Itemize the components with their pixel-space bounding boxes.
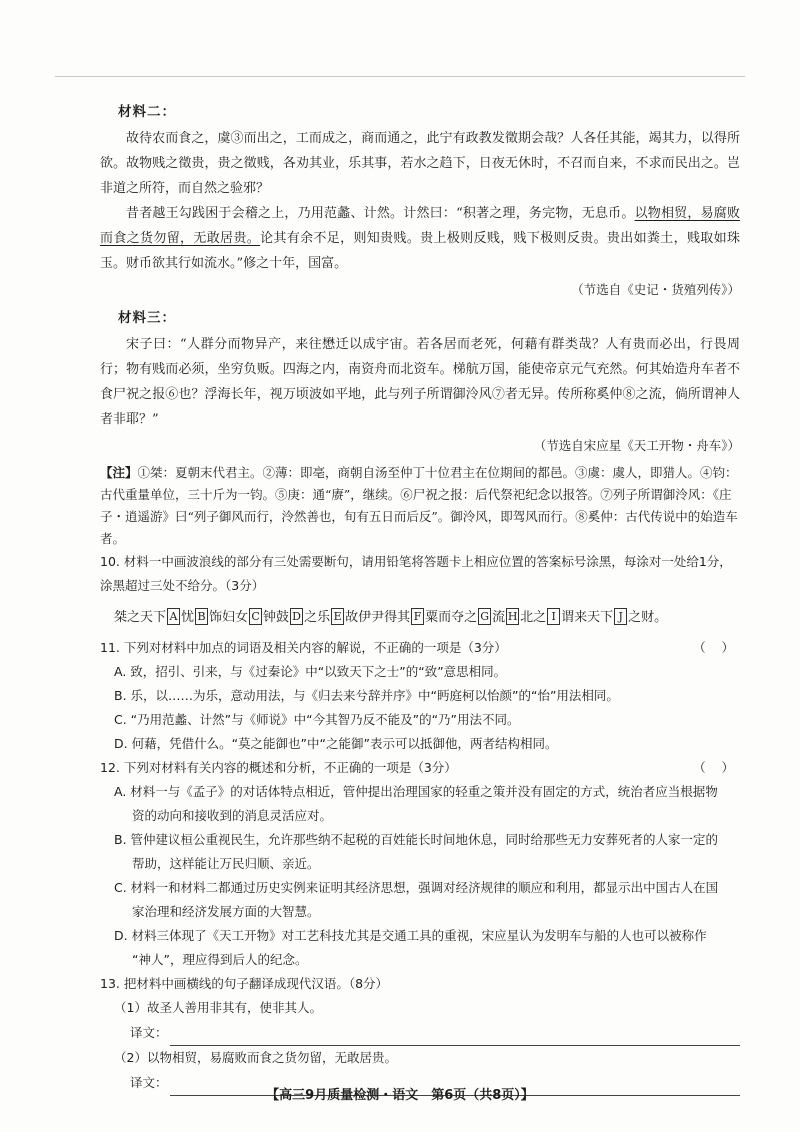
notes-text: ①桀：夏朝末代君主。②薄：即亳，商朝自汤至仲丁十位君主在位期间的都邑。③虞：虞人，即猎人。④钧：古代重量单位，三十斤为一钧。⑤庚：通“赓”，继续。⑥尸祝之报：后代祭祀纪念以报答。⑦列子所谓御泠风：《庄子・逍遥游》曰“列子御风而行，泠然善也，旬有五日而后反”。御泠风，即驾风而行。⑧奚仲：古代传说中的始造车者。	[100, 465, 738, 546]
q13-translation-1-label: 译文：	[130, 1025, 168, 1040]
q10-box-i: I	[547, 608, 560, 625]
q10-box-g: G	[478, 608, 491, 625]
q10-stem: 10. 材料一中画波浪线的部分有三处需要断句，请用铅笔将答题卡上相应位置的答案标号涂黑，每涂对一处给1分，涂黑超过三处不给分。（3分）	[100, 554, 732, 593]
notes	[100, 462, 740, 550]
q12-option-b: B. 管仲建议桓公重视民生，允许那些纳不起税的百姓能长时间地休息，同时给那些无力安葬死者的人家一定的	[114, 832, 719, 847]
q10-box-b: B	[195, 608, 208, 625]
material3-title: 材料三：	[118, 310, 176, 326]
q10-box-c: C	[249, 608, 262, 625]
q11-option-b: B. 乐，以……为乐，意动用法，与《归去来兮辞并序》中“眄庭柯以怡颜”的“怡”用法相同。	[114, 688, 619, 703]
q10-text-segment: 钟鼓	[263, 610, 290, 625]
question-13	[100, 972, 740, 1096]
q10-box-d: D	[290, 608, 303, 625]
material2-p2-start: 昔者越王勾践困于会稽之上，乃用范蠡、计然。计然曰：“积著之理，务完物，无息币。	[126, 206, 635, 221]
question-12	[100, 756, 740, 972]
q12-answer-paren: （ ）	[693, 760, 734, 775]
q10-sentence	[114, 604, 740, 632]
material2-p2-end: 论其有余不足，则知贵贱。贵上极则反贱，贱下极则反贵。贵出如粪土，贱取如珠玉。财币欲其行如流水。”修之十年，国富。	[100, 231, 740, 271]
q13-sentence-2: （2）以物相贸，易腐败而食之货勿留，无敢居贵。	[114, 1050, 397, 1065]
q10-text-segment: 之乐	[304, 610, 331, 625]
q10-text-segment: 流	[492, 610, 506, 625]
q13-stem: 13. 把材料中画横线的句子翻译成现代汉语。（8分）	[100, 976, 389, 991]
q12-option-b-cont: 帮助，这样能让万民归顺、亲近。	[132, 856, 320, 871]
page-footer: 【高三9月质量检测・语文 第6页（共8页）】	[266, 1088, 534, 1103]
question-11	[100, 636, 740, 756]
q10-text-segment: 谓来天下	[561, 610, 614, 625]
q10-text-segment: 北之	[520, 610, 547, 625]
q11-option-d: D. 何藉，凭借什么。“莫之能御也”中“之能御”表示可以抵御他，两者结构相同。	[114, 736, 558, 751]
material2-title: 材料二：	[118, 104, 176, 120]
q11-option-c: C. “乃用范蠡、计然”与《师说》中“今其智乃反不能及”的“乃”用法不同。	[114, 712, 520, 727]
q13-sentence-1: （1）故圣人善用非其有，使非其人。	[114, 1000, 322, 1015]
q12-stem: 12. 下列对材料有关内容的概述和分析，不正确的一项是（3分）	[100, 760, 457, 775]
underlined-sentence: 以物相贸，易腐败而食之货勿留，无敢居贵。	[100, 206, 740, 246]
question-10	[100, 550, 740, 632]
q10-text-segment: 忧	[181, 610, 195, 625]
q12-option-c: C. 材料一和材料二都通过历史实例来证明其经济思想，强调对经济规律的顺应和利用，都显示出中国古人在国	[114, 880, 719, 895]
q10-text-segment: 粟而夺之	[425, 610, 478, 625]
q13-translation-2-label: 译文：	[130, 1075, 168, 1090]
q10-box-e: E	[331, 608, 344, 625]
q12-option-d-cont: “神人”，理应得到后人的纪念。	[132, 952, 308, 967]
material3-paragraph-1: 宋子曰：“人群分而物异产，来往懋迁以成宇宙。若各居而老死，何藉有群类哉？人有贵而必出，行畏周行；物有贱而必须，坐穷负贩。四海之内，南资舟而北资车。梯航万国，能使帝京元气充然。何其始造舟车者不食尸祝之报⑥也？浮海长年，视万顷波如平地，此与列子所谓御泠风⑦者无异。传所称奚仲⑧之流，倘所谓神人者非耶？”	[100, 337, 740, 427]
material2-source: （节选自《史记・货殖列传》）	[571, 282, 740, 297]
q10-text-segment: 故伊尹得其	[345, 610, 411, 625]
q12-option-d: D. 材料三体现了《天工开物》对工艺科技尤其是交通工具的重视，宋应星认为发明车与船的人也可以被称作	[114, 928, 707, 943]
q10-text-segment: 之财。	[628, 610, 668, 625]
notes-label: 【注】	[100, 465, 138, 480]
translation-1-answer-line[interactable]	[170, 1027, 740, 1046]
top-rule	[55, 76, 745, 77]
q11-option-a: A. 致，招引、引来，与《过秦论》中“以致天下之士”的“致”意思相同。	[114, 664, 507, 679]
q12-option-a-cont: 资的动向和接收到的消息灵活应对。	[132, 808, 333, 823]
q10-box-f: F	[411, 608, 424, 625]
q10-box-a: A	[167, 608, 180, 625]
q10-box-j: J	[614, 608, 627, 625]
q12-option-a: A. 材料一与《孟子》的对话体特点相近，管仲提出治理国家的轻重之策并没有固定的方式，统治者应当根据物	[114, 784, 718, 799]
q13-translation-1	[100, 1020, 740, 1046]
q10-text-segment: 饰妇女	[209, 610, 249, 625]
material3-source: （节选自宋应星《天工开物・舟车》）	[533, 438, 740, 453]
q11-answer-paren: （ ）	[693, 640, 734, 655]
material2-paragraph-1: 故待农而食之，虞③而出之，工而成之，商而通之，此宁有政教发徵期会哉？人各任其能，竭其力，以得所欲。故物贱之徵贵，贵之徵贱，各劝其业，乐其事，若水之趋下，日夜无休时，不召而自来，不求而民出之。岂非道之所符，而自然之验邪？	[100, 131, 740, 196]
q11-stem: 11. 下列对材料中加点的词语及相关内容的解说，不正确的一项是（3分）	[100, 640, 507, 655]
q10-text-segment: 桀之天下	[114, 610, 167, 625]
page-content	[100, 100, 740, 1096]
q12-option-c-cont: 家治理和经济发展方面的大智慧。	[132, 904, 320, 919]
q10-box-h: H	[507, 610, 518, 623]
material2-paragraph-2	[100, 201, 740, 276]
